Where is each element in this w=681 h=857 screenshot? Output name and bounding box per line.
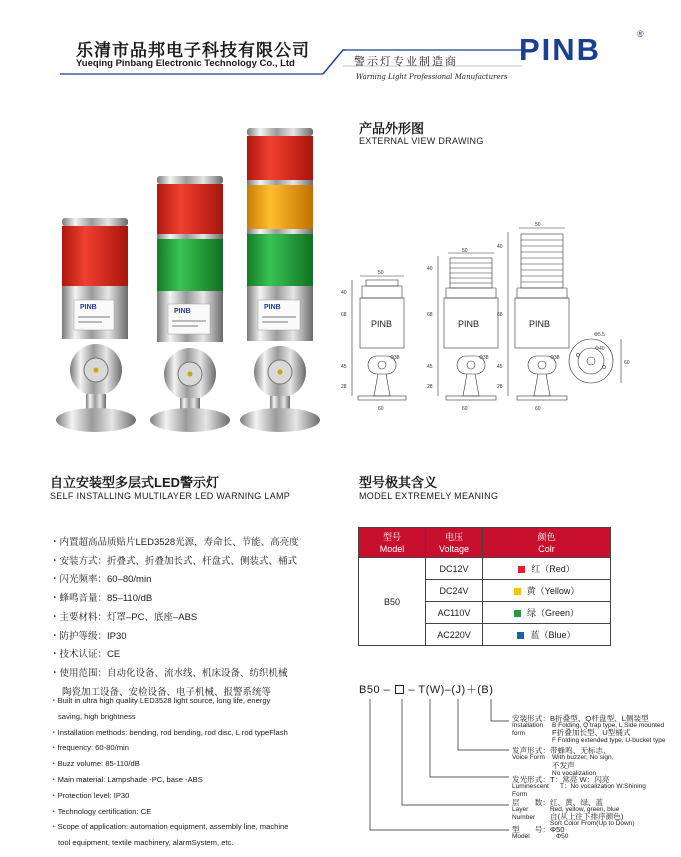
feature-item-en: ・Buzz volume: 85-110/dB [50,759,140,769]
dim-base-3: 28 [497,384,503,390]
annotation-luminescent: 发光形式：T：常亮 W：闪亮 Luminescent T：No vocalization W:Shining Form [512,775,646,798]
lamp-two-tier [150,176,230,432]
lamp-single-tier [56,218,136,432]
dim-tier-3: 40 [497,244,503,250]
dim-body-2: 68 [427,312,433,318]
table-row [359,558,611,580]
product-photo [40,120,340,450]
color-cell: 绿（Green） [483,602,611,624]
dim-body-1: 68 [341,312,347,318]
product-title-en: SELF INSTALLING MULTILAYER LED WARNING LAMP [50,491,291,501]
feature-item-en: ・Scope of application: automation equipment, assembly line, machine [50,822,289,832]
dim-joint-dia-2: Φ38 [479,355,489,361]
annotation-model: 型 号：Φ50 Model Φ50 [512,825,569,841]
product-title-cn: 自立安装型多层式LED警示灯 [50,475,220,490]
feature-item-en: ・Main material: Lampshade -PC, base -ABS [50,774,203,784]
model-table [358,527,611,646]
dim-width-base-2: 60 [462,406,468,412]
drawing-brand-2: PINB [458,319,480,329]
svg-text:PINB: PINB [174,308,191,315]
color-cell: 黄（Yellow） [483,580,611,602]
dim-width-top-2: 50 [462,248,468,254]
feature-item-en: ・frequency: 60-80/min [50,743,129,753]
annotation-layer: 层 数：红、黄、绿、蓝 Layer Red, yellow, green, blue Number 自(从上往下排序颜色) Sort Color From(Up to Down) [512,798,635,827]
dim-joint-1: 45 [341,364,347,370]
dim-width-top-1: 50 [378,270,384,276]
dim-width-top-3: 50 [535,222,541,228]
feature-item-en: ・Installation methods: bending, rod bending, rod disc, L rod typeFlash [50,727,288,737]
voltage-cell: AC110V [426,602,483,624]
dim-base-1: 28 [341,384,347,390]
brand-logo: PINB [519,32,602,67]
color-cell: 蓝（Blue） [483,624,611,646]
slogan-en: Warning Light Professional Manufacturers [356,73,508,81]
company-name-cn: 乐清市品邦电子科技有限公司 [76,41,310,60]
feature-item-en: ・Protection level: IP30 [50,790,130,800]
header-voltage: 电压 Voltage [426,528,483,558]
feature-item-cn: ・技术认证：CE [50,649,121,661]
external-view-drawing [338,218,638,412]
model-code-leader-lines [360,695,520,845]
annotation-installation: 安装形式：B折叠型、Q杆盘型、L侧装型 Installation B Folding, Q trap type, L Side mounted form F折叠加长型、U型桶式 F Folding extended type, U-bucket type [512,714,666,744]
dim-base-2: 28 [427,384,433,390]
feature-item-cn: ・内置超高品质贴片LED3528光源，寿命长、节能、高亮度 [50,537,299,548]
model-value: B50 [359,558,426,646]
features-list-en [50,693,350,851]
registered-mark: ® [637,29,644,39]
model-meaning-title-cn: 型号极其含义 [359,475,438,490]
header-color: 颜色 Colr [483,528,611,558]
feature-item-en: ・Technology certification: CE [50,806,152,816]
lamp-three-tier [240,128,320,432]
feature-item-cn: ・闪光频率：60–80/min [50,574,152,586]
dim-tier-2: 40 [427,266,433,272]
drawing-title-cn: 产品外形图 [359,121,425,136]
voltage-cell: AC220V [426,624,483,646]
feature-item-cn: 陶瓷加工设备、安检设备、电子机械、报警系统等 [62,686,272,698]
svg-text:PINB: PINB [264,304,281,311]
model-code: B50 – – T(W)–(J)＋(B) [359,684,494,696]
voltage-cell: DC12V [426,558,483,580]
slogan-cn: 警示灯专业制造商 [354,55,458,68]
dim-joint-dia-3: Φ38 [550,355,560,361]
dim-base-inner: Φ40 [595,346,605,352]
model-table-header [359,528,611,558]
voltage-cell: DC24V [426,580,483,602]
svg-text:PINB: PINB [80,304,97,311]
model-meaning-title-en: MODEL EXTREMELY MEANING [359,491,499,501]
feature-item-cn: ・主要材料：灯罩–PC、底座–ABS [50,611,198,623]
drawing-brand-1: PINB [371,319,393,329]
header-model: 型号 Model [359,528,426,558]
dim-joint-2: 45 [427,364,433,370]
dim-base-hole: Φ5.5 [594,332,605,338]
dim-width-base-1: 60 [378,406,384,412]
green-swatch [514,610,521,617]
dim-width-base-3: 60 [535,406,541,412]
feature-item-en: saving, high brightness [58,711,136,721]
dim-joint-3: 45 [497,364,503,370]
blue-swatch [517,632,524,639]
feature-item-cn: ・防护等级：IP30 [50,630,127,642]
feature-item-en: tool equipment, textile machinery, alarmSystem, etc. [58,838,234,848]
red-swatch [518,566,525,573]
annotation-voice: 发声形式：带蜂鸣、无标志、 Voice Form With buzzer, No sign, 不发声 No vocalization [512,746,614,777]
dim-tier-1: 40 [341,290,347,296]
feature-item-en: ・Built in ultra high quality LED3528 light source, long life, energy [50,696,271,705]
drawing-title-en: EXTERNAL VIEW DRAWING [359,136,484,146]
dim-joint-dia-1: Φ38 [390,355,400,361]
feature-item-cn: ・蜂鸣音量：85–110/dB [50,593,153,605]
dim-base-side: 60 [624,360,630,366]
color-cell: 红（Red） [483,558,611,580]
feature-item-cn: ・使用范围：自动化设备、流水线、机床设备、纺织机械 [50,667,288,679]
drawing-brand-3: PINB [529,319,551,329]
yellow-swatch [514,588,521,595]
features-list-cn [50,534,350,702]
company-name-en: Yueqing Pinbang Electronic Technology Co., Ltd [76,58,295,69]
feature-item-cn: ・安装方式：折叠式、折叠加长式、杆盘式、侧装式、桶式 [50,555,298,567]
dim-body-3: 68 [497,312,503,318]
layer-box [395,685,404,694]
